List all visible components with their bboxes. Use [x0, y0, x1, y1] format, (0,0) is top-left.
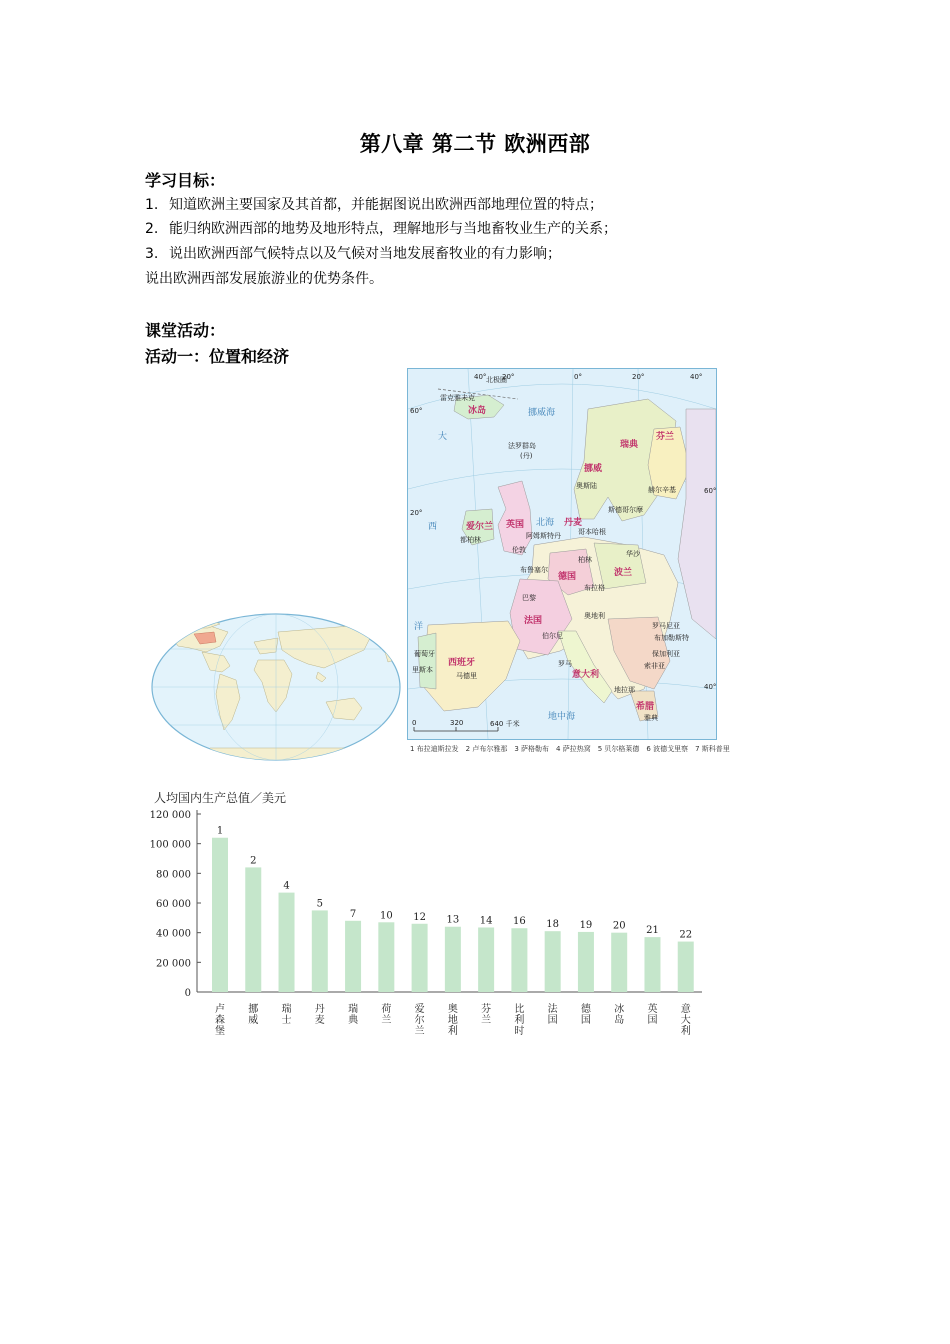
- gdp-bar-chart: [150, 788, 710, 1048]
- map-degree: 0°: [574, 373, 582, 381]
- map-label: 伦敦: [512, 546, 526, 554]
- x-category-label: 芬兰: [481, 1004, 492, 1026]
- map-label: 雅典: [644, 714, 658, 722]
- x-category-label: 奥地利: [447, 1004, 458, 1037]
- map-label: (丹): [520, 452, 533, 460]
- bar: [545, 931, 561, 992]
- map-label: 索非亚: [644, 662, 665, 670]
- x-category-label: 比利时: [514, 1004, 525, 1037]
- map-label: 保加利亚: [652, 650, 680, 658]
- map-label: 奥斯陆: [576, 482, 597, 490]
- goal-item-3: [145, 243, 561, 263]
- map-label: 马德里: [456, 672, 477, 680]
- bar-rank-label: 7: [349, 908, 357, 920]
- bar-rank-label: 16: [513, 916, 526, 928]
- map-degree: 20°: [502, 373, 515, 381]
- map-degree: 40°: [704, 683, 717, 691]
- goal-text: 能归纳欧洲西部的地势及地形特点，理解地形与当地畜牧业生产的关系；: [169, 221, 617, 237]
- bar-rank-label: 4: [283, 880, 290, 892]
- page-title: 第八章 第二节 欧洲西部: [359, 132, 591, 156]
- x-category-label: 丹麦: [314, 1004, 325, 1026]
- bar-rank-label: 2: [250, 855, 257, 867]
- goal-item-2: [145, 218, 617, 238]
- scale-label: 640 千米: [490, 720, 520, 728]
- world-map: [150, 612, 402, 762]
- x-category-label: 冰岛: [614, 1004, 625, 1026]
- map-label: 阿姆斯特丹: [526, 532, 561, 540]
- map-degree: 40°: [690, 373, 703, 381]
- map-label: 伯尔尼: [542, 632, 563, 640]
- map-label: 柏林: [578, 556, 592, 564]
- bar-rank-label: 21: [646, 925, 659, 937]
- map-label: 西: [428, 522, 438, 532]
- x-category-label: 爱尔兰: [414, 1004, 425, 1037]
- map-label: 布鲁塞尔: [520, 566, 548, 574]
- map-degree: 60°: [410, 407, 423, 415]
- bar-rank-label: 20: [612, 920, 626, 932]
- map-legend: 1 布拉迪斯拉发 2 卢布尔雅那 3 萨格勒布 4 萨拉热窝 5 贝尔格莱德 6 波德戈里察 7 斯科普里: [410, 745, 730, 753]
- map-label: 北极圈: [486, 376, 507, 384]
- bar-rank-label: 5: [316, 898, 323, 910]
- bar: [412, 924, 428, 992]
- map-degree: 20°: [632, 373, 645, 381]
- bar-rank-label: 22: [679, 929, 693, 941]
- bar: [678, 942, 694, 992]
- bar: [378, 922, 394, 992]
- x-category-label: 荷兰: [381, 1004, 392, 1026]
- map-label: 西班牙: [448, 658, 476, 668]
- goals-heading: 学习目标：: [145, 171, 226, 190]
- x-category-label: 法国: [547, 1004, 558, 1026]
- y-tick-label: 20 000: [156, 958, 191, 970]
- activity-heading: 课堂活动：: [145, 321, 226, 340]
- map-label: 哥本哈根: [578, 528, 606, 536]
- x-category-label: 瑞士: [281, 1004, 292, 1026]
- goal-num: 2.: [145, 221, 159, 237]
- map-label: 洋: [414, 622, 424, 632]
- bar-rank-label: 18: [546, 919, 560, 931]
- map-label: 里斯本: [412, 666, 433, 674]
- map-label: 雷克雅未克: [440, 394, 475, 402]
- x-category-label: 英国: [647, 1004, 658, 1026]
- map-label: 大: [438, 432, 448, 442]
- bar: [578, 932, 594, 992]
- map-label: 奥地利: [584, 612, 605, 620]
- map-label: 意大利: [572, 670, 600, 680]
- map-label: 瑞典: [620, 440, 639, 450]
- x-category-label: 瑞典: [348, 1004, 359, 1026]
- map-label: 斯德哥尔摩: [608, 506, 643, 514]
- y-tick-label: 100 000: [150, 839, 191, 851]
- bar: [212, 838, 228, 992]
- bar-rank-label: 1: [216, 825, 224, 837]
- bar: [445, 927, 461, 992]
- x-category-label: 挪威: [248, 1004, 259, 1026]
- bar: [312, 910, 328, 992]
- y-tick-label: 60 000: [156, 899, 191, 910]
- activity-subheading: 活动一：位置和经济: [145, 347, 290, 366]
- bar-rank-label: 10: [379, 910, 393, 922]
- bar-rank-label: 19: [579, 919, 593, 931]
- map-label: 布加勒斯特: [654, 634, 689, 642]
- map-degree: 20°: [410, 509, 423, 517]
- bar: [245, 867, 261, 992]
- map-label: 芬兰: [656, 432, 675, 442]
- map-label: 地中海: [548, 712, 576, 722]
- map-label: 葡萄牙: [414, 650, 435, 658]
- y-tick-label: 120 000: [150, 810, 191, 821]
- x-category-label: 意大利: [680, 1004, 691, 1037]
- map-label: 丹麦: [564, 518, 583, 528]
- bar-rank-label: 13: [446, 914, 460, 926]
- goal-item-1: [145, 194, 603, 214]
- y-tick-label: 80 000: [156, 869, 191, 881]
- map-label: 北海: [536, 518, 555, 528]
- map-label: 法罗群岛: [508, 442, 536, 450]
- bar-rank-label: 14: [479, 915, 493, 927]
- goal-text: 说出欧洲西部气候特点以及气候对当地发展畜牧业的有力影响；: [169, 246, 561, 262]
- scale-label: 0: [412, 719, 417, 727]
- map-label: 英国: [506, 520, 525, 530]
- map-degree: 40°: [474, 373, 487, 381]
- map-label: 罗马尼亚: [652, 622, 680, 630]
- bar: [611, 933, 627, 992]
- bar-rank-label: 12: [413, 911, 426, 923]
- map-label: 挪威海: [528, 408, 556, 418]
- map-label: 希腊: [636, 702, 655, 712]
- map-label: 华沙: [626, 550, 640, 558]
- bar: [511, 928, 527, 992]
- map-label: 巴黎: [522, 594, 536, 602]
- map-label: 挪威: [584, 464, 603, 474]
- scale-label: 320: [450, 719, 464, 727]
- goal-text: 知道欧洲主要国家及其首都，并能据图说出欧洲西部地理位置的特点；: [169, 197, 603, 213]
- map-label: 爱尔兰: [466, 522, 494, 532]
- goal-num: 3.: [145, 246, 159, 262]
- map-label: 波兰: [614, 568, 633, 578]
- europe-map: [407, 368, 717, 740]
- bar: [644, 937, 660, 992]
- europe-map-shapes: [408, 369, 716, 739]
- bar: [478, 927, 494, 992]
- map-label: 法国: [524, 616, 543, 626]
- map-label: 冰岛: [468, 406, 487, 416]
- map-label: 罗马: [558, 660, 572, 668]
- map-degree: 60°: [704, 487, 717, 495]
- map-label: 布拉格: [584, 584, 605, 592]
- map-label: 地拉那: [614, 686, 635, 694]
- x-category-label: 卢森堡: [215, 1004, 225, 1037]
- bar: [279, 893, 295, 992]
- map-label: 德国: [558, 572, 577, 582]
- y-tick-label: 0: [184, 988, 191, 999]
- map-label: 赫尔辛基: [648, 486, 676, 494]
- goal-num: 1.: [145, 197, 159, 213]
- bar: [345, 921, 361, 992]
- y-tick-label: 40 000: [156, 928, 191, 940]
- map-label: 都柏林: [460, 536, 481, 544]
- chart-title: 人均国内生产总值／美元: [154, 791, 287, 805]
- goal-extra: 说出欧洲西部发展旅游业的优势条件。: [145, 271, 383, 287]
- x-category-label: 德国: [580, 1004, 591, 1026]
